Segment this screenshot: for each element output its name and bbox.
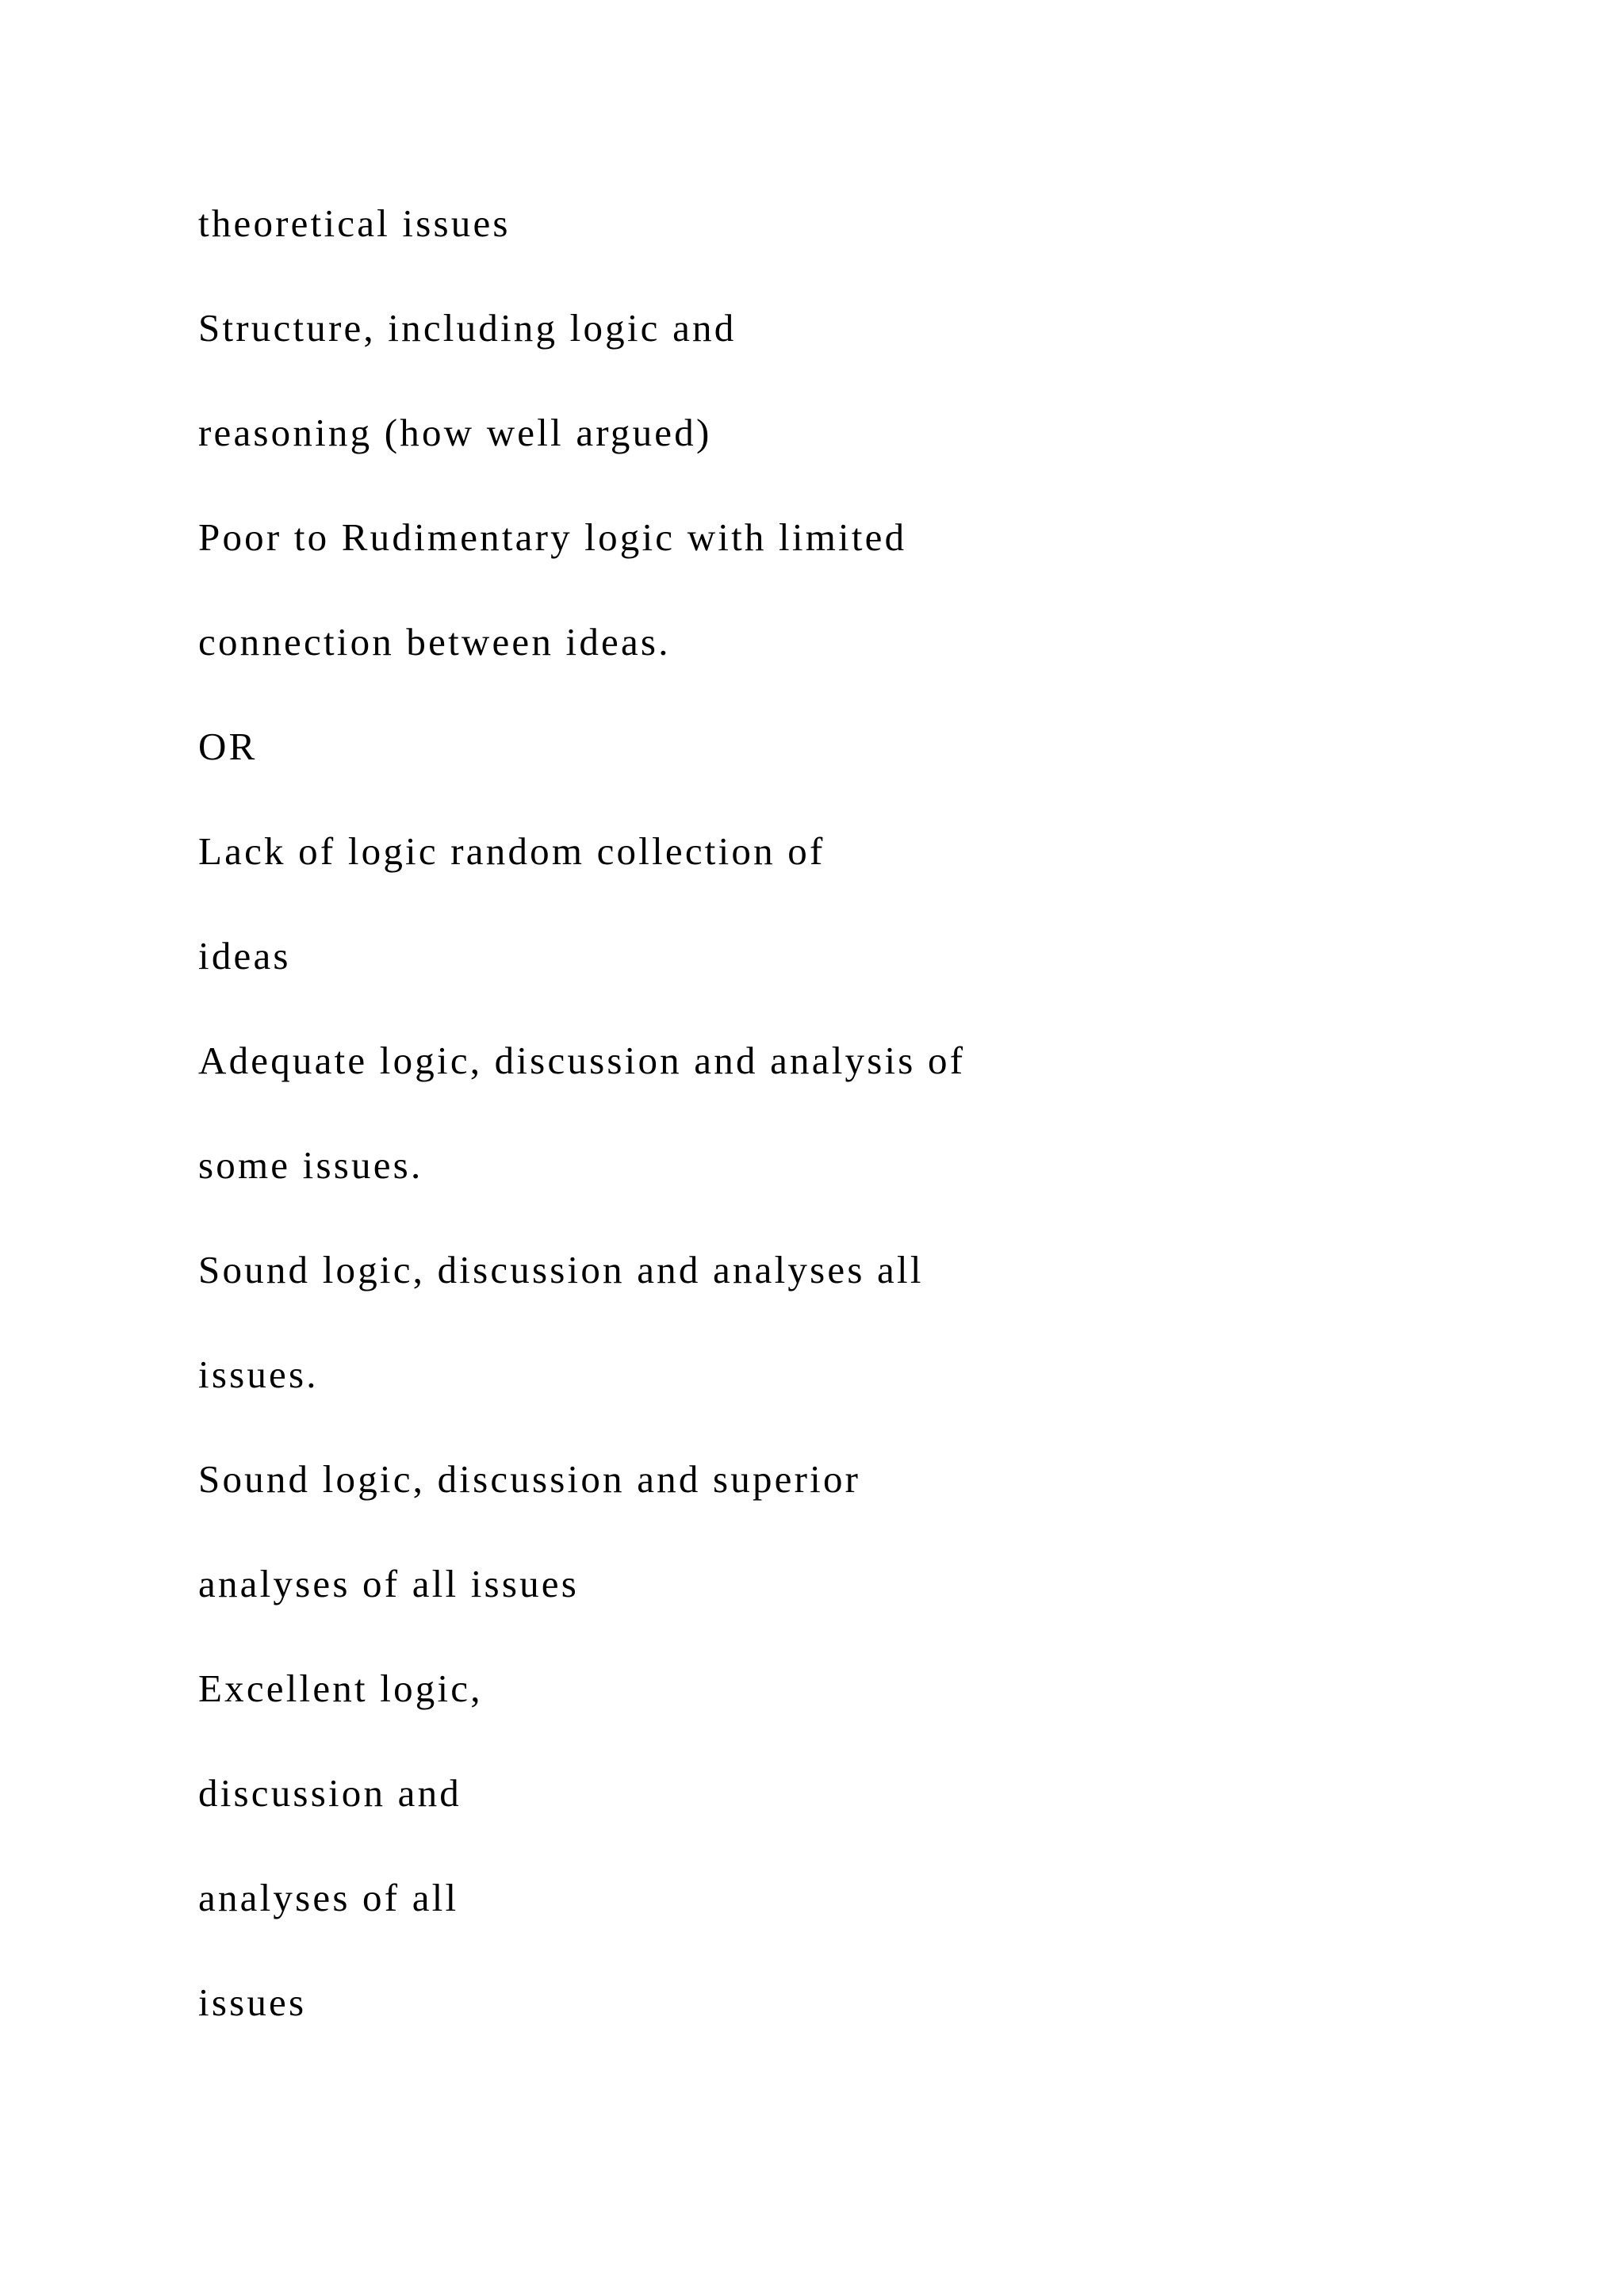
text-line: discussion and bbox=[198, 1771, 462, 1815]
text-line: reasoning (how well argued) bbox=[198, 411, 712, 454]
text-line: Sound logic, discussion and superior bbox=[198, 1457, 861, 1501]
text-line: Adequate logic, discussion and analysis of bbox=[198, 1039, 966, 1082]
document-body bbox=[198, 188, 1546, 2072]
text-line: ideas bbox=[198, 934, 291, 978]
text-line: Poor to Rudimentary logic with limited bbox=[198, 515, 907, 559]
text-line: Structure, including logic and bbox=[198, 306, 737, 350]
text-line: connection between ideas. bbox=[198, 620, 671, 664]
text-line: analyses of all issues bbox=[198, 1562, 580, 1605]
text-line: analyses of all bbox=[198, 1876, 459, 1919]
text-line: issues. bbox=[198, 1353, 319, 1396]
text-line: Excellent logic, bbox=[198, 1667, 483, 1710]
text-line: Lack of logic random collection of bbox=[198, 829, 825, 873]
text-line: theoretical issues bbox=[198, 201, 511, 245]
text-line: some issues. bbox=[198, 1143, 423, 1187]
text-line: issues bbox=[198, 1980, 307, 2024]
text-line: OR bbox=[198, 725, 258, 768]
text-line: Sound logic, discussion and analyses all bbox=[198, 1248, 924, 1292]
